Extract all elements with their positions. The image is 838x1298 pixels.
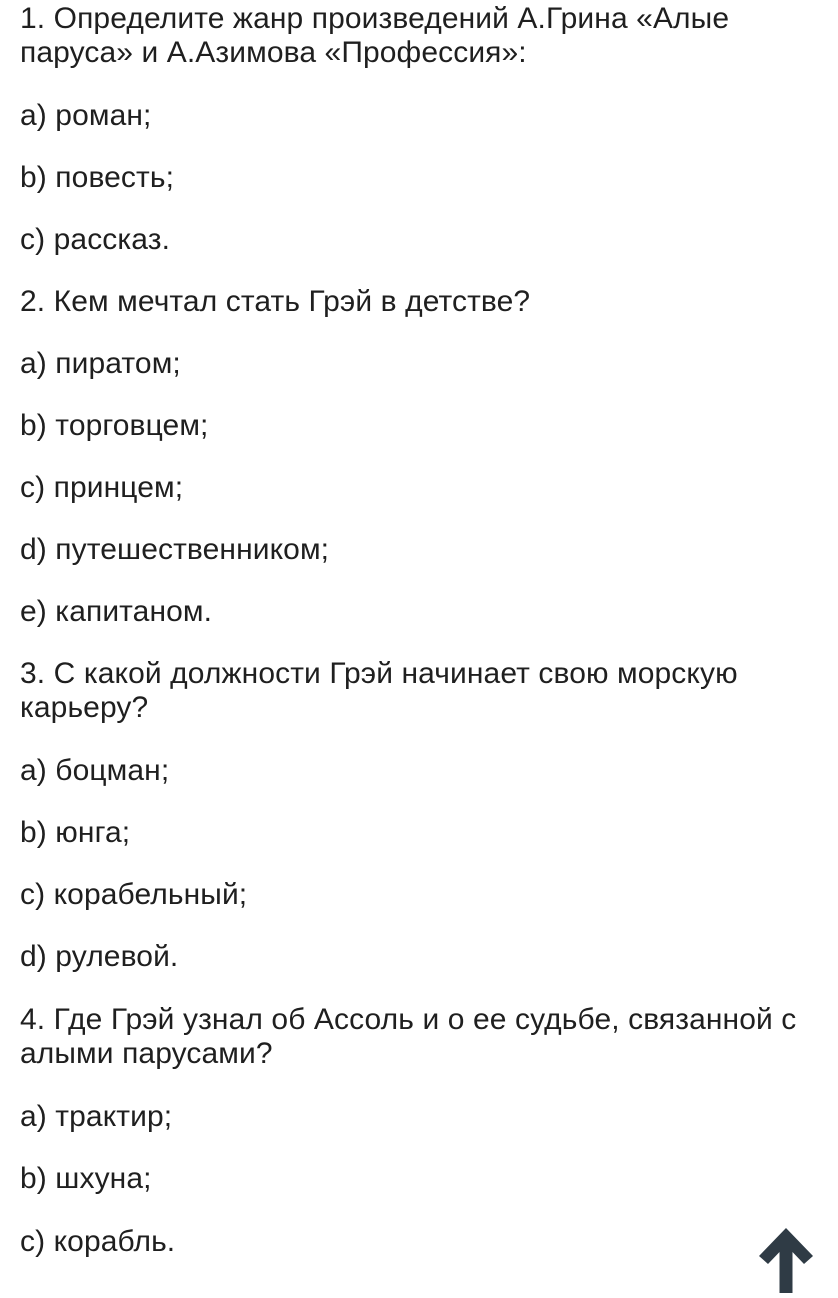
question-4-option-c: c) корабль. (20, 1225, 176, 1258)
question-1-option-b: b) повесть; (20, 161, 175, 194)
question-3-option-d: d) рулевой. (20, 940, 179, 973)
scroll-to-top-button[interactable] (756, 1226, 816, 1293)
question-1: 1. Определите жанр произведений А.Грина «Алые паруса» и А.Азимова «Профессия»: (20, 2, 730, 69)
question-3: 3. С какой должности Грэй начинает свою морскую карьеру? (20, 657, 738, 724)
question-4-option-a: a) трактир; (20, 1100, 173, 1133)
question-3-option-b: b) юнга; (20, 816, 131, 849)
question-2-option-d: d) путешественником; (20, 533, 330, 566)
question-4-option-b: b) шхуна; (20, 1162, 152, 1195)
question-2-option-c: c) принцем; (20, 471, 184, 504)
arrow-up-icon (756, 1226, 816, 1293)
question-1-option-c: c) рассказ. (20, 223, 171, 256)
question-2-option-b: b) торговцем; (20, 409, 209, 442)
question-4: 4. Где Грэй узнал об Ассоль и о ее судьбе, связанной с алыми парусами? (20, 1003, 797, 1070)
question-3-option-a: a) боцман; (20, 754, 170, 787)
question-1-option-a: a) роман; (20, 99, 152, 132)
question-2-option-e: e) капитаном. (20, 595, 213, 628)
question-2: 2. Кем мечтал стать Грэй в детстве? (20, 285, 531, 318)
cut-off-text-line (20, 1287, 710, 1293)
question-3-option-c: c) корабельный; (20, 878, 248, 911)
question-2-option-a: a) пиратом; (20, 347, 181, 380)
